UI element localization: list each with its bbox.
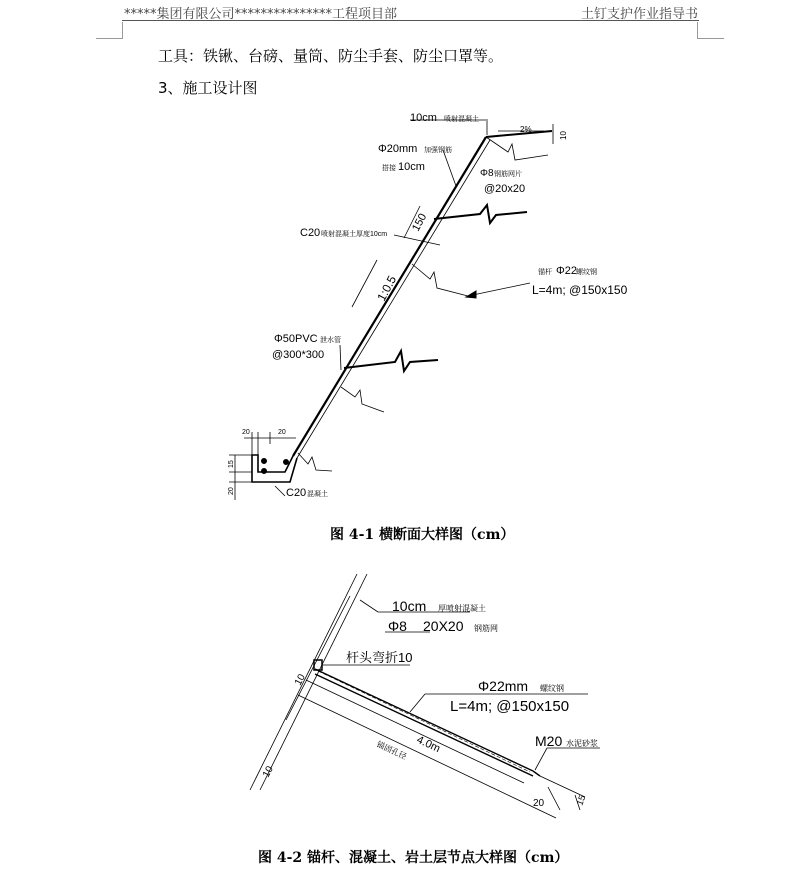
label-f2-dim-20: 20 xyxy=(533,798,545,809)
label-pvc-spacing: @300*300 xyxy=(272,349,325,361)
label-ditch-20a: 20 xyxy=(242,429,250,436)
label-f2-mesh-spacing: 20X20 xyxy=(423,618,464,634)
figure2-caption: 图 4-2 锚杆、混凝土、岩土层节点大样图（cm） xyxy=(258,850,569,866)
label-ditch-c20-note: 混凝土 xyxy=(307,491,328,498)
label-f2-dim-10b: 10 xyxy=(260,764,276,780)
label-f2-hook: 杆头弯折10 xyxy=(346,650,413,665)
label-dim-150: 150 xyxy=(410,211,430,234)
label-anchor-prefix: 锚杆 xyxy=(538,269,552,276)
label-f2-shotcrete-note: 厚喷射混凝土 xyxy=(438,604,486,613)
label-f2-mesh-note: 钢筋网 xyxy=(474,624,498,633)
label-f2-grout: M20 xyxy=(535,733,563,749)
label-dim-10-top: 10 xyxy=(559,131,568,140)
label-shotcrete-note: 喷射混凝土 xyxy=(444,116,479,123)
label-slope-2pct: 2% xyxy=(520,125,532,134)
label-f2-dim-15: 15 xyxy=(574,793,588,807)
label-c20-layer-note: 喷射混凝土厚度10cm xyxy=(321,231,388,238)
label-f2-length: 4.0m xyxy=(414,733,442,756)
label-f2-grout-note: 水泥砂浆 xyxy=(566,739,598,748)
label-spacing-prefix: 搭接 xyxy=(382,165,396,172)
label-anchor-bar: Φ22 xyxy=(556,265,578,277)
label-anchor-spec: L=4m; @150x150 xyxy=(532,283,628,297)
label-mesh-spacing: @20x20 xyxy=(484,183,526,195)
label-c20-layer: C20 xyxy=(300,227,321,239)
label-f2-shotcrete: 10cm xyxy=(392,598,427,614)
label-f2-mesh-bar: Φ8 xyxy=(388,618,407,634)
tools-paragraph: 工具：铁锹、台磅、量筒、防尘手套、防尘口罩等。 xyxy=(158,47,504,65)
label-f2-dim-10a: 10 xyxy=(292,672,308,688)
section-heading: 3、施工设计图 xyxy=(158,79,258,97)
header-company: *****集团有限公司***************工程项目部 xyxy=(124,7,398,22)
header-doc-title: 土钉支护作业指导书 xyxy=(580,7,698,22)
label-mesh-8: Φ8 xyxy=(480,168,494,179)
label-pvc: Φ50PVC xyxy=(274,333,318,345)
label-rebar-note: 加强钢筋 xyxy=(424,147,452,154)
label-f2-anchor-spec: L=4m; @150x150 xyxy=(450,698,570,715)
figure1-caption: 图 4-1 横断面大样图（cm） xyxy=(330,527,515,543)
label-f2-anchor-note: 螺纹钢 xyxy=(540,684,564,693)
label-ditch-20c: 20 xyxy=(228,487,235,495)
label-f2-anchor-bar: Φ22mm xyxy=(478,678,529,694)
label-rebar-20mm: Φ20mm xyxy=(378,143,418,155)
label-spacing-10cm: 10cm xyxy=(398,161,425,173)
label-anchor-note: 螺纹钢 xyxy=(576,269,597,276)
label-ditch-c20: C20 xyxy=(286,487,307,499)
label-ditch-20b: 20 xyxy=(278,429,286,436)
label-f2-hole: 锚固孔径 xyxy=(375,739,408,762)
label-mesh-note: 钢筋网片 xyxy=(494,171,522,178)
label-shotcrete-10cm: 10cm xyxy=(410,112,437,124)
label-pvc-note: 泄水管 xyxy=(320,337,341,344)
label-slope-ratio: 1:0.5 xyxy=(374,273,400,304)
label-ditch-15: 15 xyxy=(228,460,235,468)
